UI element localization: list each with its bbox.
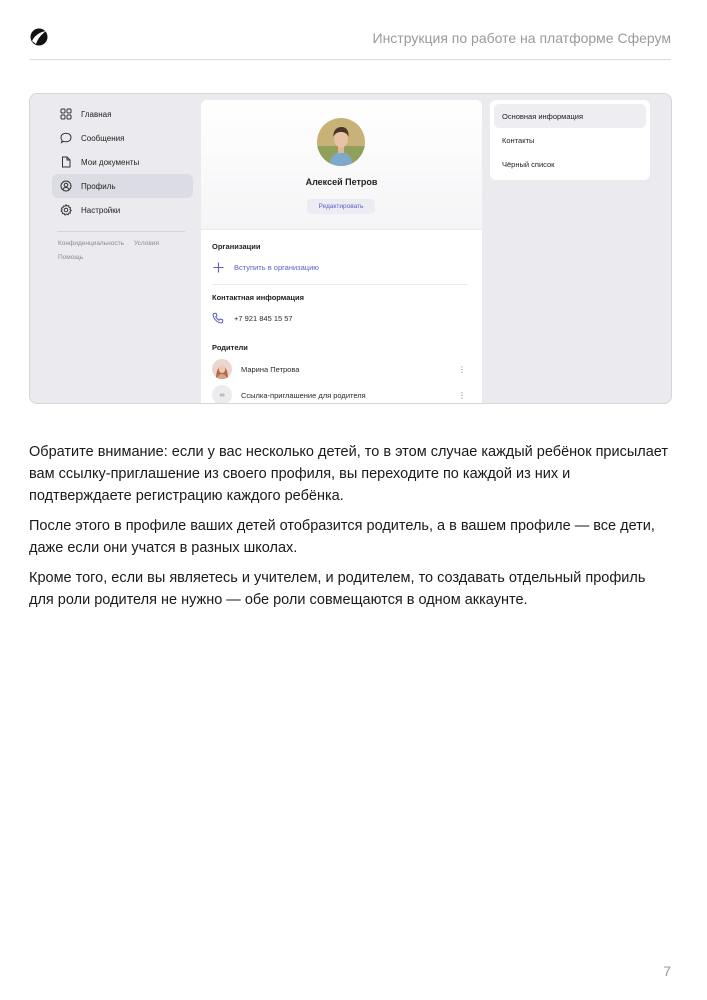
avatar[interactable] xyxy=(317,118,365,166)
section-divider xyxy=(212,284,468,285)
paragraph: Обратите внимание: если у вас несколько детей, то в этом случае каждый ребёнок присылает вам ссылку-приглашение из своего профиля, вы переходите по каждой из них и подтверждаете регистрацию каждого ребёнка. xyxy=(29,444,669,504)
join-organization-label: Вступить в организацию xyxy=(234,262,319,272)
sidebar-item-messages[interactable] xyxy=(52,126,193,150)
parents-section xyxy=(212,343,470,404)
phone-row[interactable] xyxy=(212,312,470,324)
sidebar-item-home[interactable] xyxy=(52,102,193,126)
parent-avatar xyxy=(212,359,232,379)
section-title: Контактная информация xyxy=(212,293,305,302)
page-number: 7 xyxy=(663,963,671,979)
user-circle-icon xyxy=(60,180,72,192)
profile-screenshot xyxy=(29,93,672,404)
sidebar-item-label: Настройки xyxy=(81,205,121,215)
menu-item-contacts[interactable]: Контакты xyxy=(502,135,535,145)
section-title: Родители xyxy=(212,343,248,352)
paragraph: После этого в профиле ваших детей отобразится родитель, а в вашем профиле — все дети, даже если они учатся в разных школах. xyxy=(29,518,655,556)
more-options-icon[interactable]: ⋮ xyxy=(458,364,466,374)
plus-icon xyxy=(212,261,224,273)
more-options-icon[interactable]: ⋮ xyxy=(458,390,466,400)
organizations-section xyxy=(212,242,470,273)
gear-icon xyxy=(60,204,72,216)
phone-number: +7 921 845 15 57 xyxy=(234,313,293,323)
sidebar-item-label: Профиль xyxy=(81,181,116,191)
sferum-logo-icon xyxy=(30,28,48,46)
sidebar-item-label: Главная xyxy=(81,109,112,119)
profile-card xyxy=(201,100,482,404)
body-text xyxy=(29,441,674,619)
invite-link-label: Ссылка-приглашение для родителя xyxy=(241,390,366,400)
help-link[interactable]: Помощь xyxy=(58,254,84,261)
menu-item-main-info[interactable]: Основная информация xyxy=(494,104,646,128)
document-icon xyxy=(60,156,72,168)
sidebar-item-label: Сообщения xyxy=(81,133,125,143)
join-organization-button[interactable] xyxy=(212,261,470,273)
grid-icon xyxy=(60,108,72,120)
edit-profile-button[interactable]: Редактировать xyxy=(307,199,375,214)
contact-section xyxy=(212,293,470,324)
profile-name: Алексей Петров xyxy=(305,177,378,187)
sidebar-divider xyxy=(57,231,185,232)
page-header xyxy=(30,26,671,60)
link-icon: ∞ xyxy=(212,385,232,404)
section-title: Организации xyxy=(212,242,261,251)
parent-name: Марина Петрова xyxy=(241,364,300,374)
chat-bubble-icon xyxy=(60,132,72,144)
terms-link[interactable]: Условия xyxy=(133,240,159,247)
sidebar-item-settings[interactable] xyxy=(52,198,193,222)
profile-header xyxy=(201,100,482,230)
phone-icon xyxy=(212,312,224,324)
parent-row[interactable] xyxy=(212,359,470,379)
menu-item-blacklist[interactable]: Чёрный список xyxy=(502,159,555,169)
sidebar xyxy=(52,102,193,265)
paragraph: Кроме того, если вы являетесь и учителем, и родителем, то создавать отдельный профиль для роли родителя не нужно — обе роли совмещаются в одном аккаунте. xyxy=(29,570,646,608)
sidebar-item-profile[interactable] xyxy=(52,174,193,198)
invite-link-row[interactable] xyxy=(212,385,470,404)
sidebar-item-label: Мои документы xyxy=(81,157,140,167)
sidebar-item-documents[interactable] xyxy=(52,150,193,174)
privacy-link[interactable]: Конфиденциальность xyxy=(58,240,124,247)
document-title: Инструкция по работе на платформе Сферум xyxy=(372,30,671,46)
profile-sections-menu xyxy=(490,100,650,180)
sidebar-footer-links xyxy=(58,237,193,265)
